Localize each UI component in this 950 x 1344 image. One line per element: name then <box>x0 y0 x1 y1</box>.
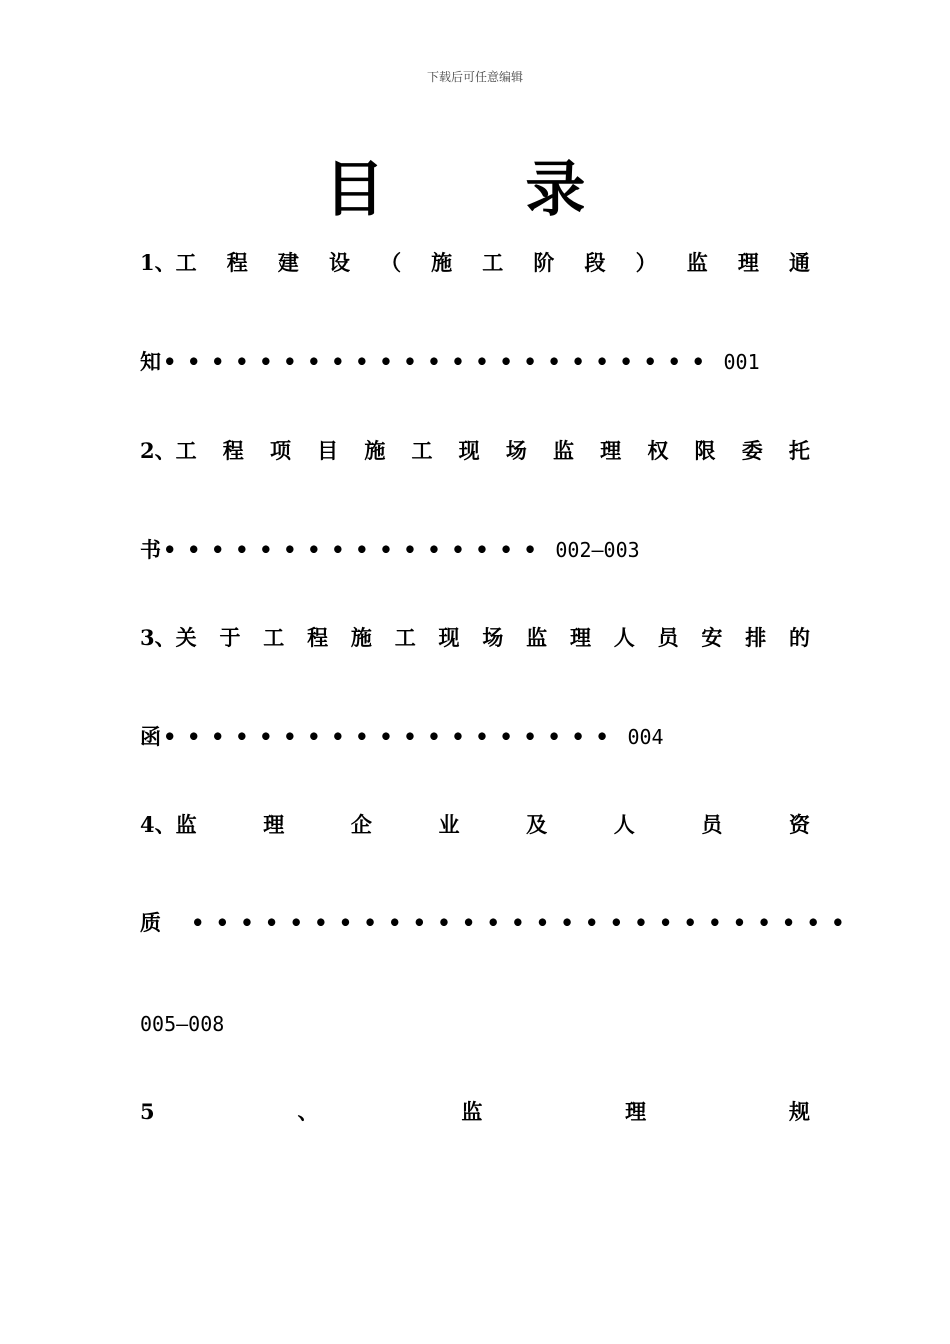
toc-item-2-char: 项 <box>269 438 291 463</box>
toc-item-5-char: 规 <box>789 1099 810 1124</box>
toc-item-3-char: 施 <box>350 625 372 650</box>
toc-item-2-char: 权 <box>647 438 669 463</box>
toc-item-2-char: 理 <box>600 438 622 463</box>
toc-item-4-char: 员 <box>701 812 723 837</box>
toc-item-1-cont: 知 <box>140 349 161 374</box>
toc-item-2-char: 委 <box>741 438 763 463</box>
toc-item-5-line-1 <box>140 1097 810 1127</box>
toc-item-4-char: 业 <box>438 812 460 837</box>
page-title: 目 录 <box>324 155 646 225</box>
toc-item-2-page: 002—003 <box>555 538 640 562</box>
toc-item-3-char: 的 <box>789 625 810 650</box>
toc-item-1-char: 阶 <box>533 250 555 275</box>
toc-item-5-char: 监 <box>461 1099 483 1124</box>
toc-item-3-char: 排 <box>745 625 767 650</box>
toc-item-1-char: 工 <box>482 250 504 275</box>
toc-item-1-char: ） <box>635 250 657 275</box>
toc-item-4-line-3 <box>140 1009 810 1039</box>
toc-item-3-char: 3、关 <box>140 625 197 650</box>
toc-item-4-char: 企 <box>350 812 372 837</box>
toc-item-2-char: 程 <box>222 438 244 463</box>
toc-item-3-char: 监 <box>526 625 548 650</box>
toc-item-2-char: 工 <box>411 438 433 463</box>
toc-item-3-char: 现 <box>438 625 460 650</box>
toc-item-4-char: 及 <box>526 812 548 837</box>
toc-item-4-cont: 质 <box>140 910 161 935</box>
toc-item-1-char: 程 <box>226 250 248 275</box>
toc-item-4-char: 资 <box>789 812 810 837</box>
toc-item-3-page: 004 <box>627 725 664 749</box>
toc-item-3-char: 人 <box>613 625 635 650</box>
toc-item-2-cont: 书 <box>140 537 161 562</box>
toc-item-3-char: 工 <box>394 625 416 650</box>
toc-item-1-char: （ <box>380 250 402 275</box>
toc-item-4-leader: ••••••••••••••••••••••••••• <box>191 910 856 935</box>
toc-item-2-char: 目 <box>317 438 339 463</box>
toc-item-1-char: 1、工 <box>140 250 197 275</box>
toc-item-1-char: 理 <box>737 250 759 275</box>
toc-item-1-char: 施 <box>431 250 453 275</box>
toc-item-3-char: 安 <box>701 625 723 650</box>
toc-item-1-char: 段 <box>584 250 606 275</box>
toc-item-2-char: 托 <box>788 438 810 463</box>
toc-item-2-line-1 <box>140 436 810 466</box>
toc-item-2-char: 限 <box>694 438 716 463</box>
toc-item-2-leader: •••••••••••••••• <box>163 537 548 562</box>
toc-item-3-char: 场 <box>482 625 504 650</box>
toc-item-3-char: 工 <box>263 625 285 650</box>
toc-item-1-line-1 <box>140 248 810 278</box>
toc-item-2-char: 现 <box>458 438 480 463</box>
toc-item-4-line-2 <box>140 908 856 938</box>
toc-item-3-char: 程 <box>307 625 329 650</box>
toc-item-1-page: 001 <box>723 350 760 374</box>
toc-item-1-char: 监 <box>686 250 708 275</box>
toc-item-5-char: 理 <box>625 1099 647 1124</box>
toc-item-3-char: 理 <box>569 625 591 650</box>
toc-item-1-char: 设 <box>328 250 350 275</box>
toc-item-1-leader: ••••••••••••••••••••••• <box>163 349 716 374</box>
toc-item-1-line-2 <box>140 347 810 377</box>
toc-item-1-char: 通 <box>788 250 810 275</box>
toc-item-2-line-2 <box>140 535 810 565</box>
toc-item-5-char: 5 <box>140 1099 155 1124</box>
toc-item-4-char: 人 <box>613 812 635 837</box>
toc-item-3-char: 于 <box>219 625 241 650</box>
toc-item-3-line-2 <box>140 722 810 752</box>
toc-item-1-char: 建 <box>277 250 299 275</box>
toc-item-4-line-1 <box>140 810 810 840</box>
toc-item-2-char: 监 <box>553 438 574 463</box>
toc-item-4-char: 理 <box>263 812 285 837</box>
toc-item-4-char: 4、监 <box>140 812 197 837</box>
toc-item-2-char: 场 <box>505 438 527 463</box>
toc-item-3-line-1 <box>140 623 810 653</box>
header-note: 下载后可任意编辑 <box>426 70 523 84</box>
toc-item-3-leader: ••••••••••••••••••• <box>163 724 620 749</box>
toc-item-2-char: 施 <box>364 438 386 463</box>
toc-item-5-char: 、 <box>297 1099 319 1124</box>
toc-item-2-char: 2、工 <box>140 438 197 463</box>
toc-item-3-char: 员 <box>657 625 679 650</box>
toc-item-3-cont: 函 <box>140 724 161 749</box>
toc-item-4-page: 005—008 <box>140 1012 225 1036</box>
